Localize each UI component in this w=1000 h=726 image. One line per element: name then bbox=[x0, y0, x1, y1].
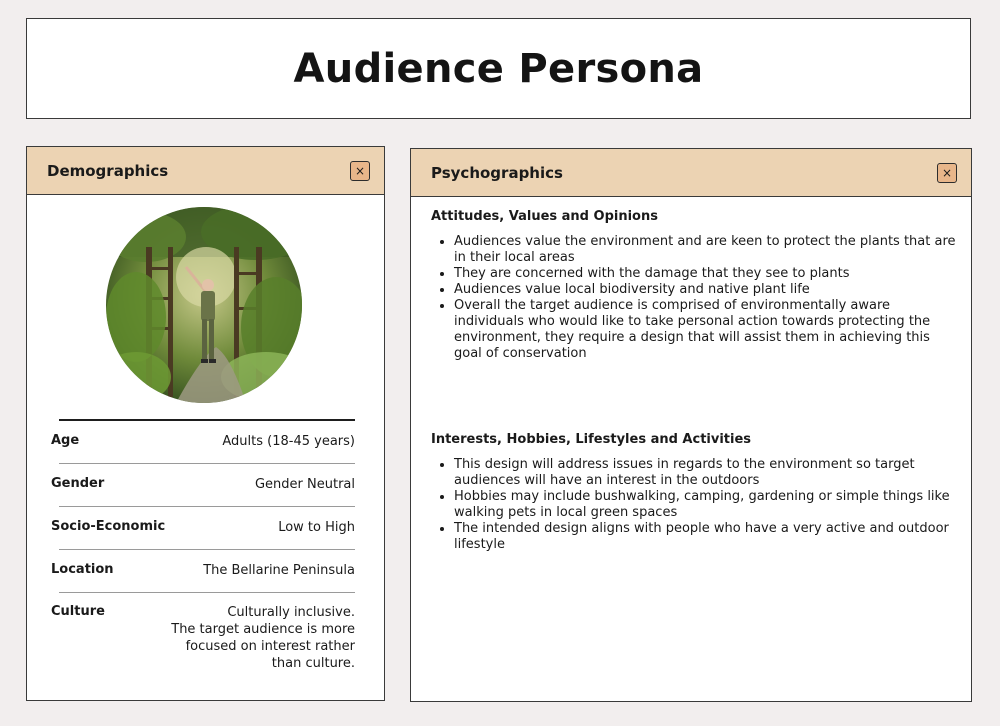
close-icon: × bbox=[354, 163, 366, 178]
psychographics-title: Psychographics bbox=[431, 163, 563, 182]
list-item: • Hobbies may include bushwalking, camping, gardening or simple things like walking pets in local green spaces bbox=[454, 489, 957, 521]
persona-photo bbox=[106, 207, 302, 403]
demographics-panel bbox=[26, 146, 385, 701]
demographics-table bbox=[51, 419, 355, 672]
culture-value-line: than culture. bbox=[271, 656, 355, 671]
demo-row-socio-economic bbox=[51, 507, 355, 550]
demo-row-location bbox=[51, 550, 355, 593]
age-value: Adults (18-45 years) bbox=[222, 434, 355, 449]
interests-list bbox=[431, 457, 957, 553]
attitudes-heading: Attitudes, Values and Opinions bbox=[431, 209, 658, 224]
culture-value-line: Culturally inclusive. bbox=[227, 605, 355, 620]
attitudes-list bbox=[431, 234, 957, 362]
culture-value-line: The target audience is more bbox=[171, 622, 355, 637]
location-value: The Bellarine Peninsula bbox=[203, 563, 355, 578]
demo-row-age bbox=[51, 421, 355, 464]
list-item: • Audiences value local biodiversity and native plant life bbox=[454, 282, 957, 298]
interests-heading: Interests, Hobbies, Lifestyles and Activities bbox=[431, 432, 752, 447]
demo-row-culture bbox=[51, 593, 355, 672]
socio-economic-value: Low to High bbox=[278, 520, 355, 535]
list-item: • The intended design aligns with people who have a very active and outdoor lifestyle bbox=[454, 521, 957, 553]
title-banner bbox=[26, 18, 971, 119]
culture-value bbox=[171, 604, 355, 672]
demographics-title: Demographics bbox=[47, 161, 169, 180]
demographics-header bbox=[27, 147, 384, 195]
culture-label: Culture bbox=[51, 604, 105, 619]
interests-section bbox=[431, 432, 957, 553]
list-item: • Audiences value the environment and are keen to protect the plants that are in their local areas bbox=[454, 234, 957, 266]
psychographics-close-button[interactable] bbox=[937, 163, 957, 183]
page-title: Audience Persona bbox=[293, 45, 704, 92]
close-icon: × bbox=[941, 165, 953, 180]
demographics-close-button[interactable] bbox=[350, 161, 370, 181]
psychographics-body bbox=[431, 209, 957, 553]
gender-label: Gender bbox=[51, 476, 105, 491]
psychographics-panel bbox=[410, 148, 972, 702]
gender-value: Gender Neutral bbox=[254, 477, 355, 492]
location-label: Location bbox=[51, 562, 114, 577]
culture-value-line: focused on interest rather bbox=[185, 639, 355, 654]
list-item: • Overall the target audience is comprised of environmentally aware individuals who would like to take personal action towards protecting the environment, they require a design that will assist them in achieving this goal of conservation bbox=[454, 298, 957, 362]
age-label: Age bbox=[51, 433, 80, 448]
attitudes-section bbox=[431, 209, 957, 362]
list-item: • They are concerned with the damage that they see to plants bbox=[454, 266, 957, 282]
psychographics-header bbox=[411, 149, 971, 197]
list-item: • This design will address issues in regards to the environment so target audiences will have an interest in the outdoors bbox=[454, 457, 957, 489]
demo-row-gender bbox=[51, 464, 355, 507]
socio-economic-label: Socio-Economic bbox=[51, 519, 166, 534]
